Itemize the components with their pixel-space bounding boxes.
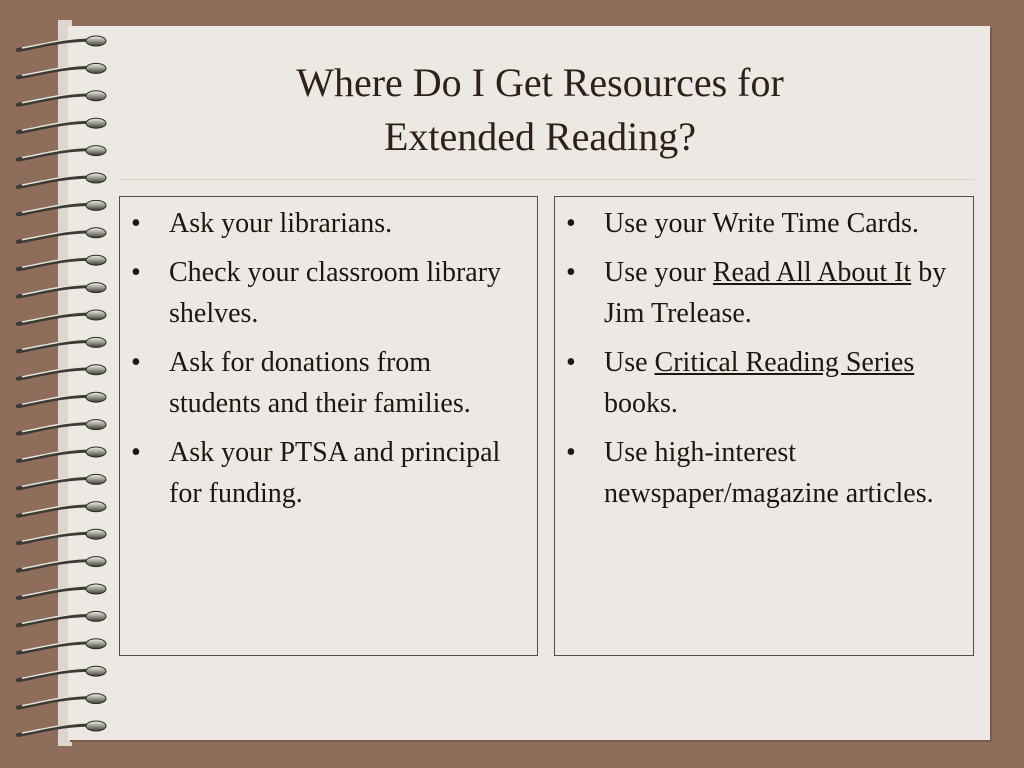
spiral-ring-loop [86,392,106,402]
slide-title [190,56,890,164]
spiral-ring-loop [86,337,106,347]
title-divider [118,179,974,180]
spiral-ring-loop [86,694,106,704]
spiral-ring-loop [86,365,106,375]
list-item: • Use Critical Reading Series books. [604,342,959,424]
spiral-ring-loop [86,474,106,484]
book-title-read-all-about-it: Read All About It [712,257,912,288]
bullet-icon: • [131,347,141,378]
list-item: • Ask for donations from students and their families. [169,342,509,424]
bullet-icon: • [131,257,141,288]
list-item: • Ask your PTSA and principal for funding. [169,432,509,514]
spiral-ring-loop [86,283,106,293]
spiral-ring-loop [86,173,106,183]
list-item: • Use your Read All About It by Jim Trelease. [604,252,959,334]
spiral-ring-loop [86,502,106,512]
spiral-ring-loop [86,200,106,210]
spiral-ring-loop [86,146,106,156]
list-item: • Ask your librarians. [169,203,509,244]
left-bullet-list [131,203,509,522]
list-item: • Check your classroom library shelves. [169,252,509,334]
spiral-ring-loop [86,228,106,238]
spiral-ring-loop [86,584,106,594]
spiral-ring-loop [86,529,106,539]
spiral-ring-loop [86,721,106,731]
bullet-icon: • [566,347,576,378]
list-item: • Use high-interest newspaper/magazine articles. [604,432,959,514]
bullet-icon: • [131,437,141,468]
spiral-ring-loop [86,310,106,320]
bullet-icon: • [566,257,576,288]
book-title-critical-reading-series: Critical Reading Series [654,347,915,378]
spiral-binding-icon [0,0,120,768]
bullet-icon: • [566,208,576,239]
spiral-ring-loop [86,447,106,457]
spiral-ring-loop [86,63,106,73]
spiral-ring-loop [86,91,106,101]
right-bullet-list [566,203,959,522]
spiral-ring-loop [86,36,106,46]
left-content-box [119,196,538,656]
title-line-2: Extended Reading? [383,114,697,159]
spiral-ring-loop [86,420,106,430]
bullet-icon: • [566,437,576,468]
spiral-ring-loop [86,255,106,265]
list-item: • Use your Write Time Cards. [604,203,959,244]
spiral-ring-loop [86,118,106,128]
bullet-icon: • [131,208,141,239]
spiral-ring-loop [86,611,106,621]
title-line-1: Where Do I Get Resources for [296,60,784,105]
spiral-ring-loop [86,557,106,567]
right-content-box [554,196,974,656]
spiral-ring-loop [86,666,106,676]
spiral-ring-loop [86,639,106,649]
